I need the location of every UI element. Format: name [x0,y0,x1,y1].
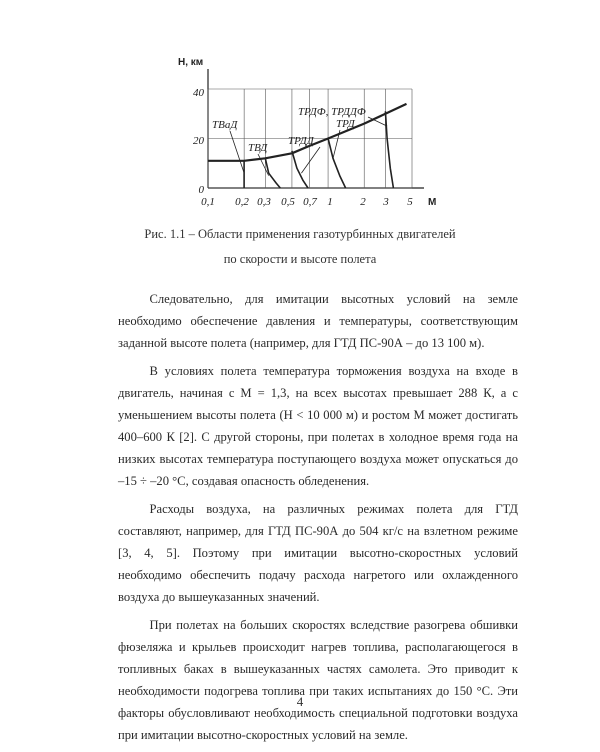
paragraph: Расходы воздуха, на различных режимах полета для ГТД составляют, например, для ГТД ПС-90А до 504 кг/с на взлетном режиме [3, 4, 5]. Поэтому при имитации высотно-скоростных условий необходимо обеспечить подачу расхода нагретого или охлажденного воздуха до вышеуказанных значений. [118,502,518,604]
x-tick-label: 0,1 [201,196,215,208]
x-tick-label: 5 [407,196,413,208]
body-text [118,288,518,752]
x-tick-label: 2 [360,196,366,208]
region-boundary-curve [292,151,308,188]
x-tick-label: 0,7 [303,196,317,208]
region-label-trdd: ТРДД [288,135,314,147]
page-number: 4 [296,694,304,709]
region-label-tvad: ТВаД [212,119,238,131]
x-axis-label: M [428,197,437,208]
region-label-tvd: ТВД [248,142,268,154]
y-tick-label: 20 [193,135,204,147]
x-tick-label: 3 [383,196,389,208]
label-leader-line [301,147,320,173]
x-tick-label: 0,2 [235,196,249,208]
figure [150,45,450,215]
x-tick-label: 1 [327,196,333,208]
x-tick-label: 0,3 [257,196,271,208]
region-label-trdf: ТРДФ, ТРДДФ [298,106,366,118]
y-tick-label: 0 [198,184,204,196]
flight-envelope-chart [150,45,450,215]
caption-line: по скорости и высоте полета [223,252,377,266]
x-tick-label: 0,5 [281,196,295,208]
region-label-trd: ТРД [336,118,355,130]
paragraph: В условиях полета температура торможения воздуха на входе в двигатель, начиная с M = 1,3, на всех высотах превышает 288 К, а с уменьшением высоты полета (H < 10 000 м) и ростом M может достигать 400–600 К [2]. С другой стороны, при полетах в холодное время года на низких высотах температура поступающего воздуха может опускаться до –15 ÷ –20 °C, создавая опасность обледенения. [118,364,518,488]
y-axis-label: H, км [178,57,204,68]
paragraph: При полетах на больших скоростях вследствие разогрева обшивки фюзеляжа и крыльев происходит нагрев топлива, располагающегося в топливных баках в вышеуказанных частях самолета. Это приводит к необходимости подогрева топлива при таких испытаниях до 150 °C. Эти факторы обусловливают необходимость специальной подготовки воздуха при имитации высотно-скоростных условий на земле. [118,618,518,742]
y-tick-label: 40 [193,87,204,99]
label-leader-line [230,131,244,173]
region-boundary-curve [328,139,346,189]
caption-line: Рис. 1.1 – Области применения газотурбинных двигателей [144,227,456,241]
region-boundary-curve [385,111,393,188]
figure-caption [60,222,540,272]
paragraph: Следовательно, для имитации высотных условий на земле необходимо обеспечение давления и температуры, соответствующим заданной высоте полета (например, для ГТД ПС-90А – до 13 100 м). [118,292,518,350]
